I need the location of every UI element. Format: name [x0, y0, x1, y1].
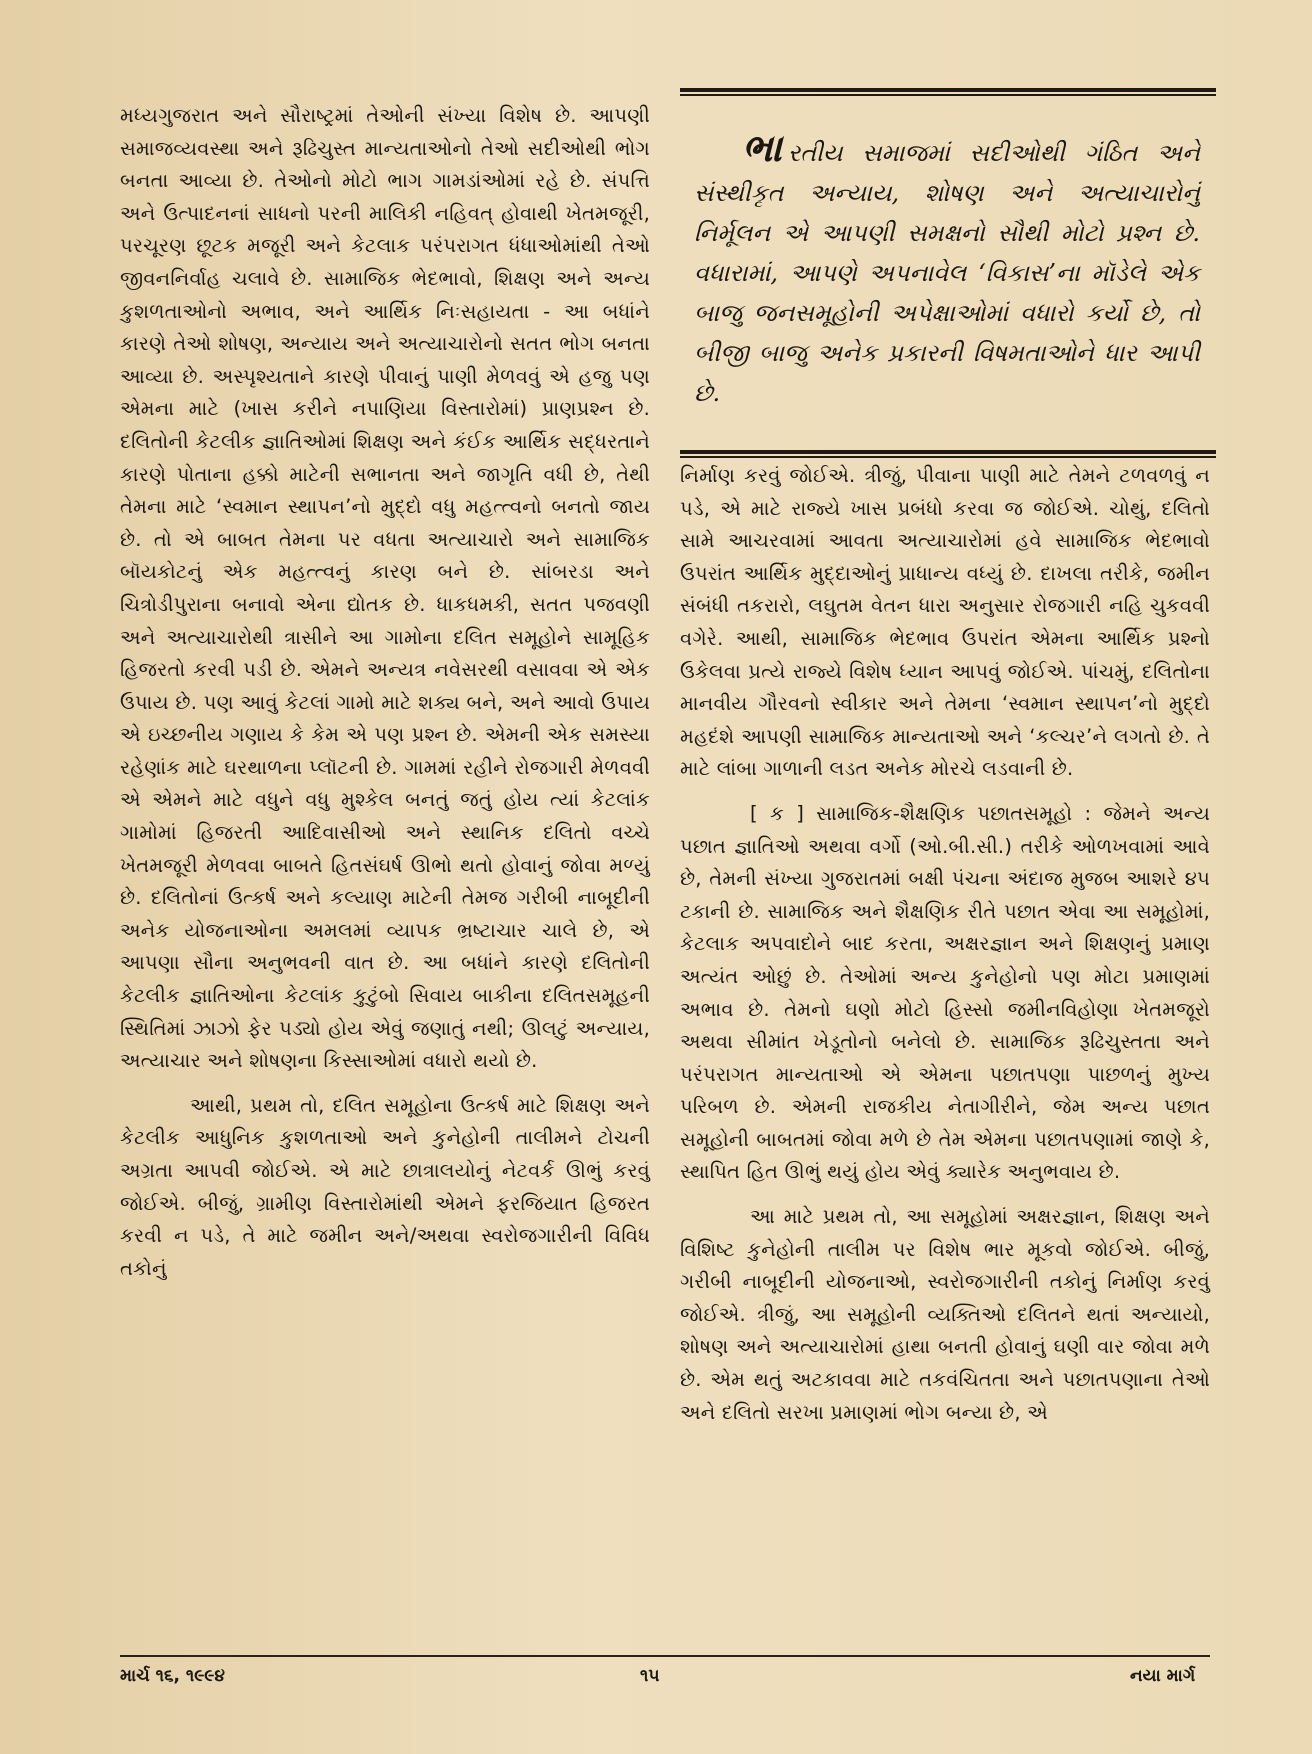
left-column — [120, 100, 650, 1285]
left-paragraph-2: આથી, પ્રથમ તો, દલિત સમૂહોના ઉત્કર્ષ માટે શિક્ષણ અને કેટલીક આધુનિક કુશળતાઓ અને કુનેહોની તાલીમને ટોચની અગ્રતા આપવી જોઈએ. એ માટે છાત્રાલયોનું નેટવર્ક ઊભું કરવું જોઈએ. બીજું, ગ્રામીણ વિસ્તારોમાંથી એમને ફરજિયાત હિજરત કરવી ન પડે, તે માટે જમીન અને/અથવા સ્વરોજગારીની વિવિધ તકોનું — [120, 1093, 650, 1280]
footer-page-number: ૧૫ — [640, 1666, 660, 1686]
right-paragraph-3: આ માટે પ્રથમ તો, આ સમૂહોમાં અક્ષરજ્ઞાન, શિક્ષણ અને વિશિષ્ટ કુનેહોની તાલીમ પર વિશેષ ભાર મૂકવો જોઈએ. બીજું, ગરીબી નાબૂદીની યોજનાઓ, સ્વરોજગારીની તકોનું નિર્માણ કરવું જોઈએ. ત્રીજું, આ સમૂહોની વ્યક્તિઓ દલિતને થતાં અન્યાયો, શોષણ અને અત્યાચારોમાં હાથા બનતી હોવાનું ઘણી વાર જોવા મળે છે. એમ થતું અટકાવવા માટે તકવંચિતતા અને પછાતપણાના તેઓ અને દલિતો સરખા પ્રમાણમાં ભોગ બન્યા છે, એ — [680, 1205, 1210, 1424]
pull-quote-dropcap: ભા — [742, 125, 782, 170]
left-paragraph-1: મધ્યગુજરાત અને સૌરાષ્ટ્રમાં તેઓની સંખ્યા વિશેષ છે. આપણી સમાજવ્યવસ્થા અને રૂઢિચુસ્ત માન્યતાઓનો તેઓ સદીઓથી ભોગ બનતા આવ્યા છે. તેઓનો મોટો ભાગ ગામડાંઓમાં રહે છે. સંપત્તિ અને ઉત્પાદનનાં સાધનો પરની માલિકી નહિવત્ હોવાથી ખેતમજૂરી, પરચૂરણ છૂટક મજૂરી અને કેટલાક પરંપરાગત ધંધાઓમાંથી તેઓ જીવનનિર્વાહ ચલાવે છે. સામાજિક ભેદભાવો, શિક્ષણ અને અન્ય કુશળતાઓનો અભાવ, અને આર્થિક નિઃસહાયતા - આ બધાંને કારણે તેઓ શોષણ, અન્યાય અને અત્યાચારોનો સતત ભોગ બનતા આવ્યા છે. અસ્પૃશ્યતાને કારણે પીવાનું પાણી મેળવવું એ હજુ પણ એમના માટે (ખાસ કરીને નપાણિયા વિસ્તારોમાં) પ્રાણપ્રશ્ન છે. દલિતોની કેટલીક જ્ઞાતિઓમાં શિક્ષણ અને કંઈક આર્થિક સદ્ધરતાને કારણે પોતાના હક્કો માટેની સભાનતા અને જાગૃતિ વધી છે, તેથી તેમના માટે ‘સ્વમાન સ્થાપન’નો મુદ્દો વધુ મહત્ત્વનો બનતો જાય છે. તો એ બાબત તેમના પર વધતા અત્યાચારો અને સામાજિક બૉયકોટનું એક મહત્ત્વનું કારણ બને છે. સાંબરડા અને ચિત્રોડીપુરાના બનાવો એના દ્યોતક છે. ધાકધમકી, સતત પજવણી અને અત્યાચારોથી ત્રાસીને આ ગામોના દલિત સમૂહોને સામૂહિક હિજરતો કરવી પડી છે. એમને અન્યત્ર નવેસરથી વસાવવા એ એક ઉપાય છે. પણ આવું કેટલાં ગામો માટે શક્ય બને, અને આવો ઉપાય એ ઇચ્છનીય ગણાય કે કેમ એ પણ પ્રશ્ન છે. એમની એક સમસ્યા રહેણાંક માટે ઘરથાળના પ્લૉટની છે. ગામમાં રહીને રોજગારી મેળવવી એ એમને માટે વધુને વધુ મુશ્કેલ બનતું જતું હોય ત્યાં કેટલાંક ગામોમાં હિજરતી આદિવાસીઓ અને સ્થાનિક દલિતો વચ્ચે ખેતમજૂરી મેળવવા બાબતે હિતસંઘર્ષ ઊભો થતો હોવાનું જોવા મળ્યું છે. દલિતોનાં ઉત્કર્ષ અને કલ્યાણ માટેની તેમજ ગરીબી નાબૂદીની અનેક યોજનાઓના અમલમાં વ્યાપક ભ્રષ્ટાચાર ચાલે છે, એ આપણા સૌના અનુભવની વાત છે. આ બધાંને કારણે દલિતોની કેટલીક જ્ઞાતિઓના કેટલાંક કુટુંબો સિવાય બાકીના દલિતસમૂહની સ્થિતિમાં ઝાઝો ફેર પડ્યો હોય એવું જણાતું નથી; ઊલટું અન્યાય, અત્યાચાર અને શોષણના કિસ્સાઓમાં વધારો થયો છે. — [120, 104, 650, 1073]
right-paragraph-2: [ ક ] સામાજિક-શૈક્ષણિક પછાતસમૂહો : જેમને અન્ય પછાત જ્ઞાતિઓ અથવા વર્ગો (ઓ.બી.સી.) તરીકે ઓળખવામાં આવે છે, તેમની સંખ્યા ગુજરાતમાં બક્ષી પંચના અંદાજ મુજબ આશરે ૪૫ ટકાની છે. સામાજિક અને શૈક્ષણિક રીતે પછાત એવા આ સમૂહોમાં, કેટલાક અપવાદોને બાદ કરતા, અક્ષરજ્ઞાન અને શિક્ષણનું પ્રમાણ અત્યંત ઓછું છે. તેઓમાં અન્ય કુનેહોનો પણ મોટા પ્રમાણમાં અભાવ છે. તેમનો ઘણો મોટો હિસ્સો જમીનવિહોણા ખેતમજૂરો અથવા સીમાંત ખેડૂતોનો બનેલો છે. સામાજિક રૂઢિચુસ્તતા અને પરંપરાગત માન્યતાઓ એ એમના પછાતપણા પાછળનું મુખ્ય પરિબળ છે. એમની રાજકીય નેતાગીરીને, જેમ અન્ય પછાત સમૂહોની બાબતમાં જોવા મળે છે તેમ એમના પછાતપણામાં જાણે કે, સ્થાપિત હિત ઊભું થયું હોય એવું ક્યારેક અનુભવાય છે. — [680, 801, 1210, 1184]
pull-quote-text: રતીય સમાજમાં સદીઓથી ગંઠિત અને સંસ્થીકૃત અન્યાય, શોષણ અને અત્યાચારોનું નિર્મૂલન એ આપણી સમક્ષનો સૌથી મોટો પ્રશ્ન છે. વધારામાં, આપણે અપનાવેલ ‘વિકાસ’ના મૉડેલે એક બાજુ જનસમૂહોની અપેક્ષાઓમાં વધારો કર્યો છે, તો બીજી બાજુ અનેક પ્રકારની વિષમતાઓને ધાર આપી છે. — [694, 139, 1200, 407]
pull-quote-top-rule — [680, 88, 1216, 96]
pull-quote-bottom-rule — [680, 450, 1216, 458]
footer-date: માર્ચ ૧૬, ૧૯૯૪ — [120, 1666, 225, 1686]
footer-publication: નયા માર્ગ — [1130, 1666, 1196, 1686]
pull-quote — [694, 125, 1200, 413]
pull-quote-box — [680, 88, 1216, 458]
footer-rule — [120, 1655, 1210, 1657]
right-column — [680, 460, 1210, 1429]
right-paragraph-1: નિર્માણ કરવું જોઈએ. ત્રીજું, પીવાના પાણી માટે તેમને ટળવળવું ન પડે, એ માટે રાજ્યે ખાસ પ્રબંધો કરવા જ જોઈએ. ચોથું, દલિતો સામે આચરવામાં આવતા અત્યાચારોમાં હવે સામાજિક ભેદભાવો ઉપરાંત આર્થિક મુદ્દાઓનું પ્રાધાન્ય વધ્યું છે. દાખલા તરીકે, જમીન સંબંધી તકરારો, લઘુતમ વેતન ધારા અનુસાર રોજગારી નહિ ચુકવવી વગેરે. આથી, સામાજિક ભેદભાવ ઉપરાંત એમના આર્થિક પ્રશ્નો ઉકેલવા પ્રત્યે રાજ્યે વિશેષ ધ્યાન આપવું જોઈએ. પાંચમું, દલિતોના માનવીય ગૌરવનો સ્વીકાર અને તેમના ‘સ્વમાન સ્થાપન’નો મુદ્દો મહદંશે આપણી સામાજિક માન્યતાઓ અને ‘કલ્ચર’ને લગતો છે. તે માટે લાંબા ગાળાની લડત અનેક મોરચે લડવાની છે. — [680, 464, 1210, 781]
